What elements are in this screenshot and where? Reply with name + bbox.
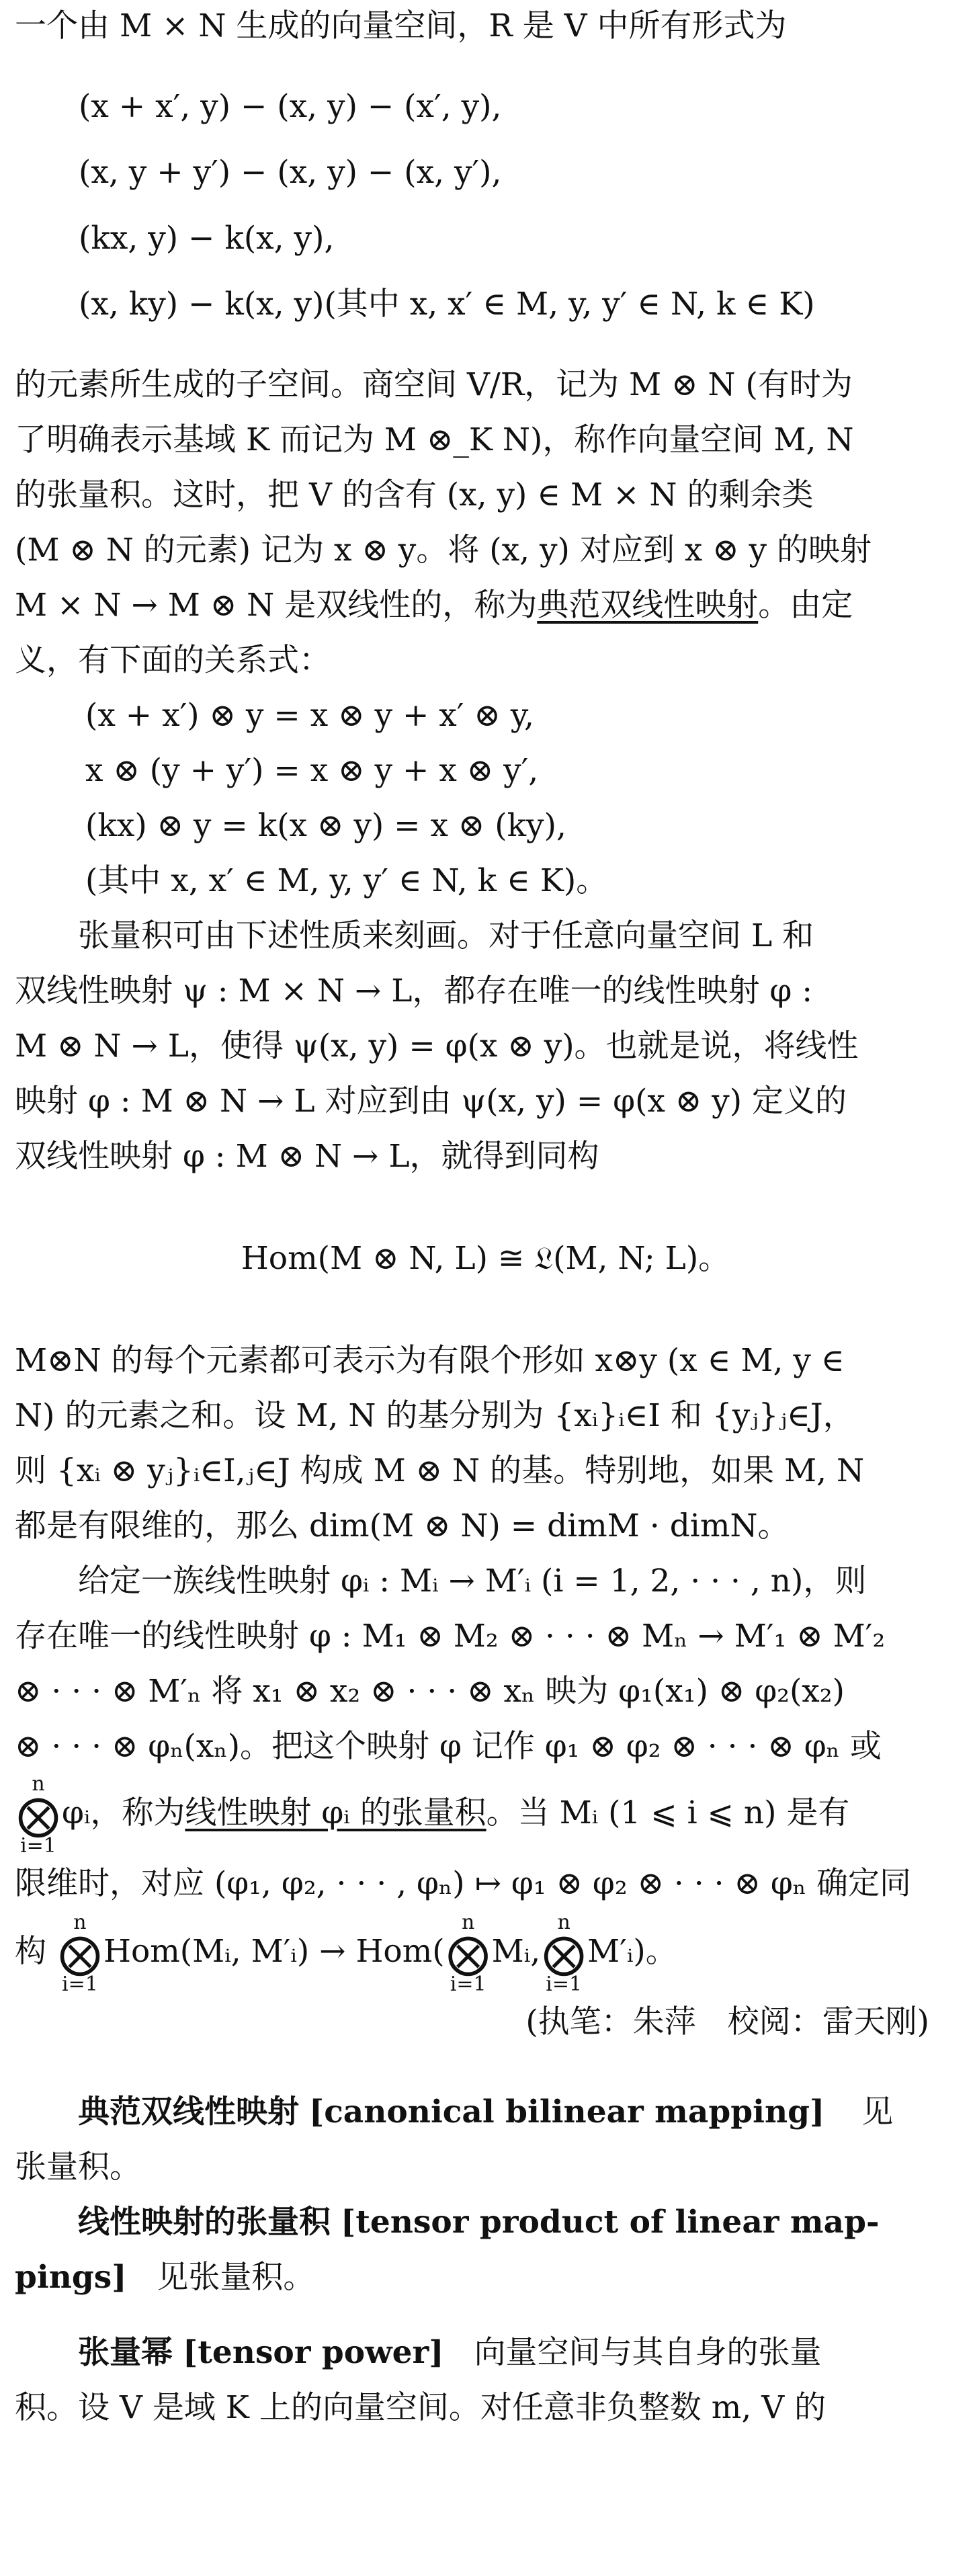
identity-1: (x + x′) ⊗ y = x ⊗ y + x′ ⊗ y, <box>85 697 534 734</box>
para2-line: M ⊗ N → L，使得 ψ(x, y) = φ(x ⊗ y)。也就是说，将线性 <box>15 1028 859 1065</box>
para4-line: 存在唯一的线性映射 φ : M₁ ⊗ M₂ ⊗ · · · ⊗ Mₙ → M′₁ ⊗ M′₂ <box>15 1618 886 1655</box>
entry-term: 线性映射的张量积 <box>78 2204 331 2241</box>
paragraph-1 <box>15 358 956 688</box>
para4-line <box>15 1774 956 1856</box>
para2-line: 映射 φ : M ⊗ N → L 对应到由 ψ(x, y) = φ(x ⊗ y) 定义的 <box>15 1083 847 1120</box>
op-sup: n <box>32 1772 45 1796</box>
relation-2: (x, y + y′) − (x, y) − (x, y′), <box>79 154 502 191</box>
tensor-product-operator <box>17 1774 59 1856</box>
para3-line: N) 的元素之和。设 M, N 的基分别为 {xᵢ}ᵢ∈I 和 {yⱼ}ⱼ∈J， <box>15 1397 855 1434</box>
para1-text: 。由定 <box>758 587 853 624</box>
intro-line: 一个由 M × N 生成的向量空间，R 是 V 中所有形式为 <box>15 7 787 44</box>
entry-crossref: 见张量积。 <box>157 2259 315 2296</box>
relation-3: (kx, y) − k(x, y), <box>79 220 335 257</box>
identity-2: x ⊗ (y + y′) = x ⊗ y + x ⊗ y′, <box>85 752 539 789</box>
para4-line: ⊗ · · · ⊗ φₙ(xₙ)。把这个映射 φ 记作 φ₁ ⊗ φ₂ ⊗ · · · ⊗ φₙ 或 <box>15 1728 882 1765</box>
entry-tensor-power <box>15 2325 956 2436</box>
tensor-product-operator <box>59 1913 101 1995</box>
paragraph-4 <box>15 1554 956 1995</box>
para2-line: 双线性映射 ψ : M × N → L，都存在唯一的线性映射 φ : <box>15 972 813 1009</box>
para1-line <box>15 578 956 633</box>
para1-line: 义，有下面的关系式： <box>15 642 331 679</box>
op-sub: i=1 <box>20 1834 56 1858</box>
para3-line: 则 {xᵢ ⊗ yⱼ}ᵢ∈I,ⱼ∈J 构成 M ⊗ N 的基。特别地，如果 M, N <box>15 1452 865 1489</box>
op-sub: i=1 <box>450 1972 486 1996</box>
para1-line: 的元素所生成的子空间。商空间 V/R，记为 M ⊗ N (有时为 <box>15 366 853 403</box>
entry-english: [canonical bilinear mapping] <box>308 2093 825 2130</box>
para3-line: M⊗N 的每个元素都可表示为有限个形如 x⊗y (x ∈ M, y ∈ <box>15 1342 845 1379</box>
para2-line: 张量积可由下述性质来刻画。对于任意向量空间 L 和 <box>78 917 814 954</box>
para1-line: 了明确表示基域 K 而记为 M ⊗_K N)，称作向量空间 M, N <box>15 421 854 458</box>
entry-english: [tensor product of linear map- <box>340 2204 880 2241</box>
identity-4: (其中 x, x′ ∈ M, y, y′ ∈ N, k ∈ K)。 <box>85 862 608 899</box>
para4-text: 构 <box>15 1933 46 1970</box>
entry-crossref: 见 <box>861 2093 894 2130</box>
entry-english: [tensor power] <box>182 2334 444 2371</box>
entry-line: 积。设 V 是域 K 上的向量空间。对任意非负整数 m, V 的 <box>15 2389 826 2426</box>
tensor-product-operator <box>543 1913 585 1995</box>
tensor-product-operator <box>448 1913 489 1995</box>
identity-3: (kx) ⊗ y = k(x ⊗ y) = x ⊗ (ky), <box>85 807 566 844</box>
para4-text: 。当 Mᵢ (1 ⩽ i ⩽ n) 是有 <box>486 1794 850 1831</box>
para4-line: 给定一族线性映射 φᵢ : Mᵢ → M′ᵢ (i = 1, 2, · · · , n)，则 <box>78 1563 867 1599</box>
op-sup: n <box>73 1911 87 1934</box>
entry-term: 典范双线性映射 <box>78 2093 299 2130</box>
relation-4: (x, ky) − k(x, y)(其中 x, x′ ∈ M, y, y′ ∈ N, k ∈ K) <box>79 286 815 323</box>
para1-line: 的张量积。这时，把 V 的含有 (x, y) ∈ M × N 的剩余类 <box>15 476 814 513</box>
relation-1: (x + x′, y) − (x, y) − (x′, y), <box>79 88 502 125</box>
credit-line: (执笔：朱萍 校阅：雷天刚) <box>525 2003 929 2040</box>
para4-text: Hom(Mᵢ, M′ᵢ) → Hom( <box>103 1933 445 1970</box>
entry-term: 张量幂 <box>78 2334 173 2371</box>
isomorphism-equation: Hom(M ⊗ N, L) ≅ 𝔏(M, N; L)。 <box>241 1240 730 1277</box>
para4-line: ⊗ · · · ⊗ M′ₙ 将 x₁ ⊗ x₂ ⊗ · · · ⊗ xₙ 映为 φ₁(x₁) ⊗ φ₂(x₂) <box>15 1673 845 1710</box>
para4-text: M′ᵢ)。 <box>587 1933 677 1970</box>
entry-english: pings] <box>15 2259 127 2296</box>
para3-line: 都是有限维的，那么 dim(M ⊗ N) = dimM · dimN。 <box>15 1507 790 1544</box>
para1-line: (M ⊗ N 的元素) 记为 x ⊗ y。将 (x, y) 对应到 x ⊗ y 的映射 <box>15 532 872 569</box>
op-sup: n <box>461 1911 475 1934</box>
entry-tensor-product-of-linear-mappings <box>15 2195 956 2305</box>
identities-block <box>15 688 956 909</box>
op-symbol: ⨂ <box>58 1929 101 1978</box>
para4-line <box>15 1911 956 1995</box>
tensor-product-of-linear-maps-link[interactable]: 线性映射 φᵢ 的张量积 <box>185 1794 486 1831</box>
op-sub: i=1 <box>62 1972 98 1996</box>
op-symbol: ⨂ <box>447 1929 489 1978</box>
entry-line: 张量积。 <box>15 2149 141 2186</box>
para4-text: φᵢ，称为 <box>62 1794 185 1831</box>
paragraph-3 <box>15 1333 956 1554</box>
para4-line: 限维时，对应 (φ₁, φ₂, · · · , φₙ) ↦ φ₁ ⊗ φ₂ ⊗ · · · ⊗ φₙ 确定同 <box>15 1865 912 1902</box>
para4-text: Mᵢ, <box>491 1933 541 1970</box>
op-symbol: ⨂ <box>17 1790 59 1839</box>
op-symbol: ⨂ <box>543 1929 585 1978</box>
para1-text: M × N → M ⊗ N 是双线性的，称为 <box>15 587 538 624</box>
entry-definition: 向量空间与其自身的张量 <box>474 2334 822 2371</box>
canonical-bilinear-link[interactable]: 典范双线性映射 <box>537 587 759 624</box>
paragraph-2 <box>15 909 956 1184</box>
para2-line: 双线性映射 φ : M ⊗ N → L，就得到同构 <box>15 1138 599 1175</box>
op-sup: n <box>557 1911 570 1934</box>
entry-canonical-bilinear-mapping <box>15 2085 956 2195</box>
op-sub: i=1 <box>546 1972 583 1996</box>
relations-block <box>15 74 956 337</box>
